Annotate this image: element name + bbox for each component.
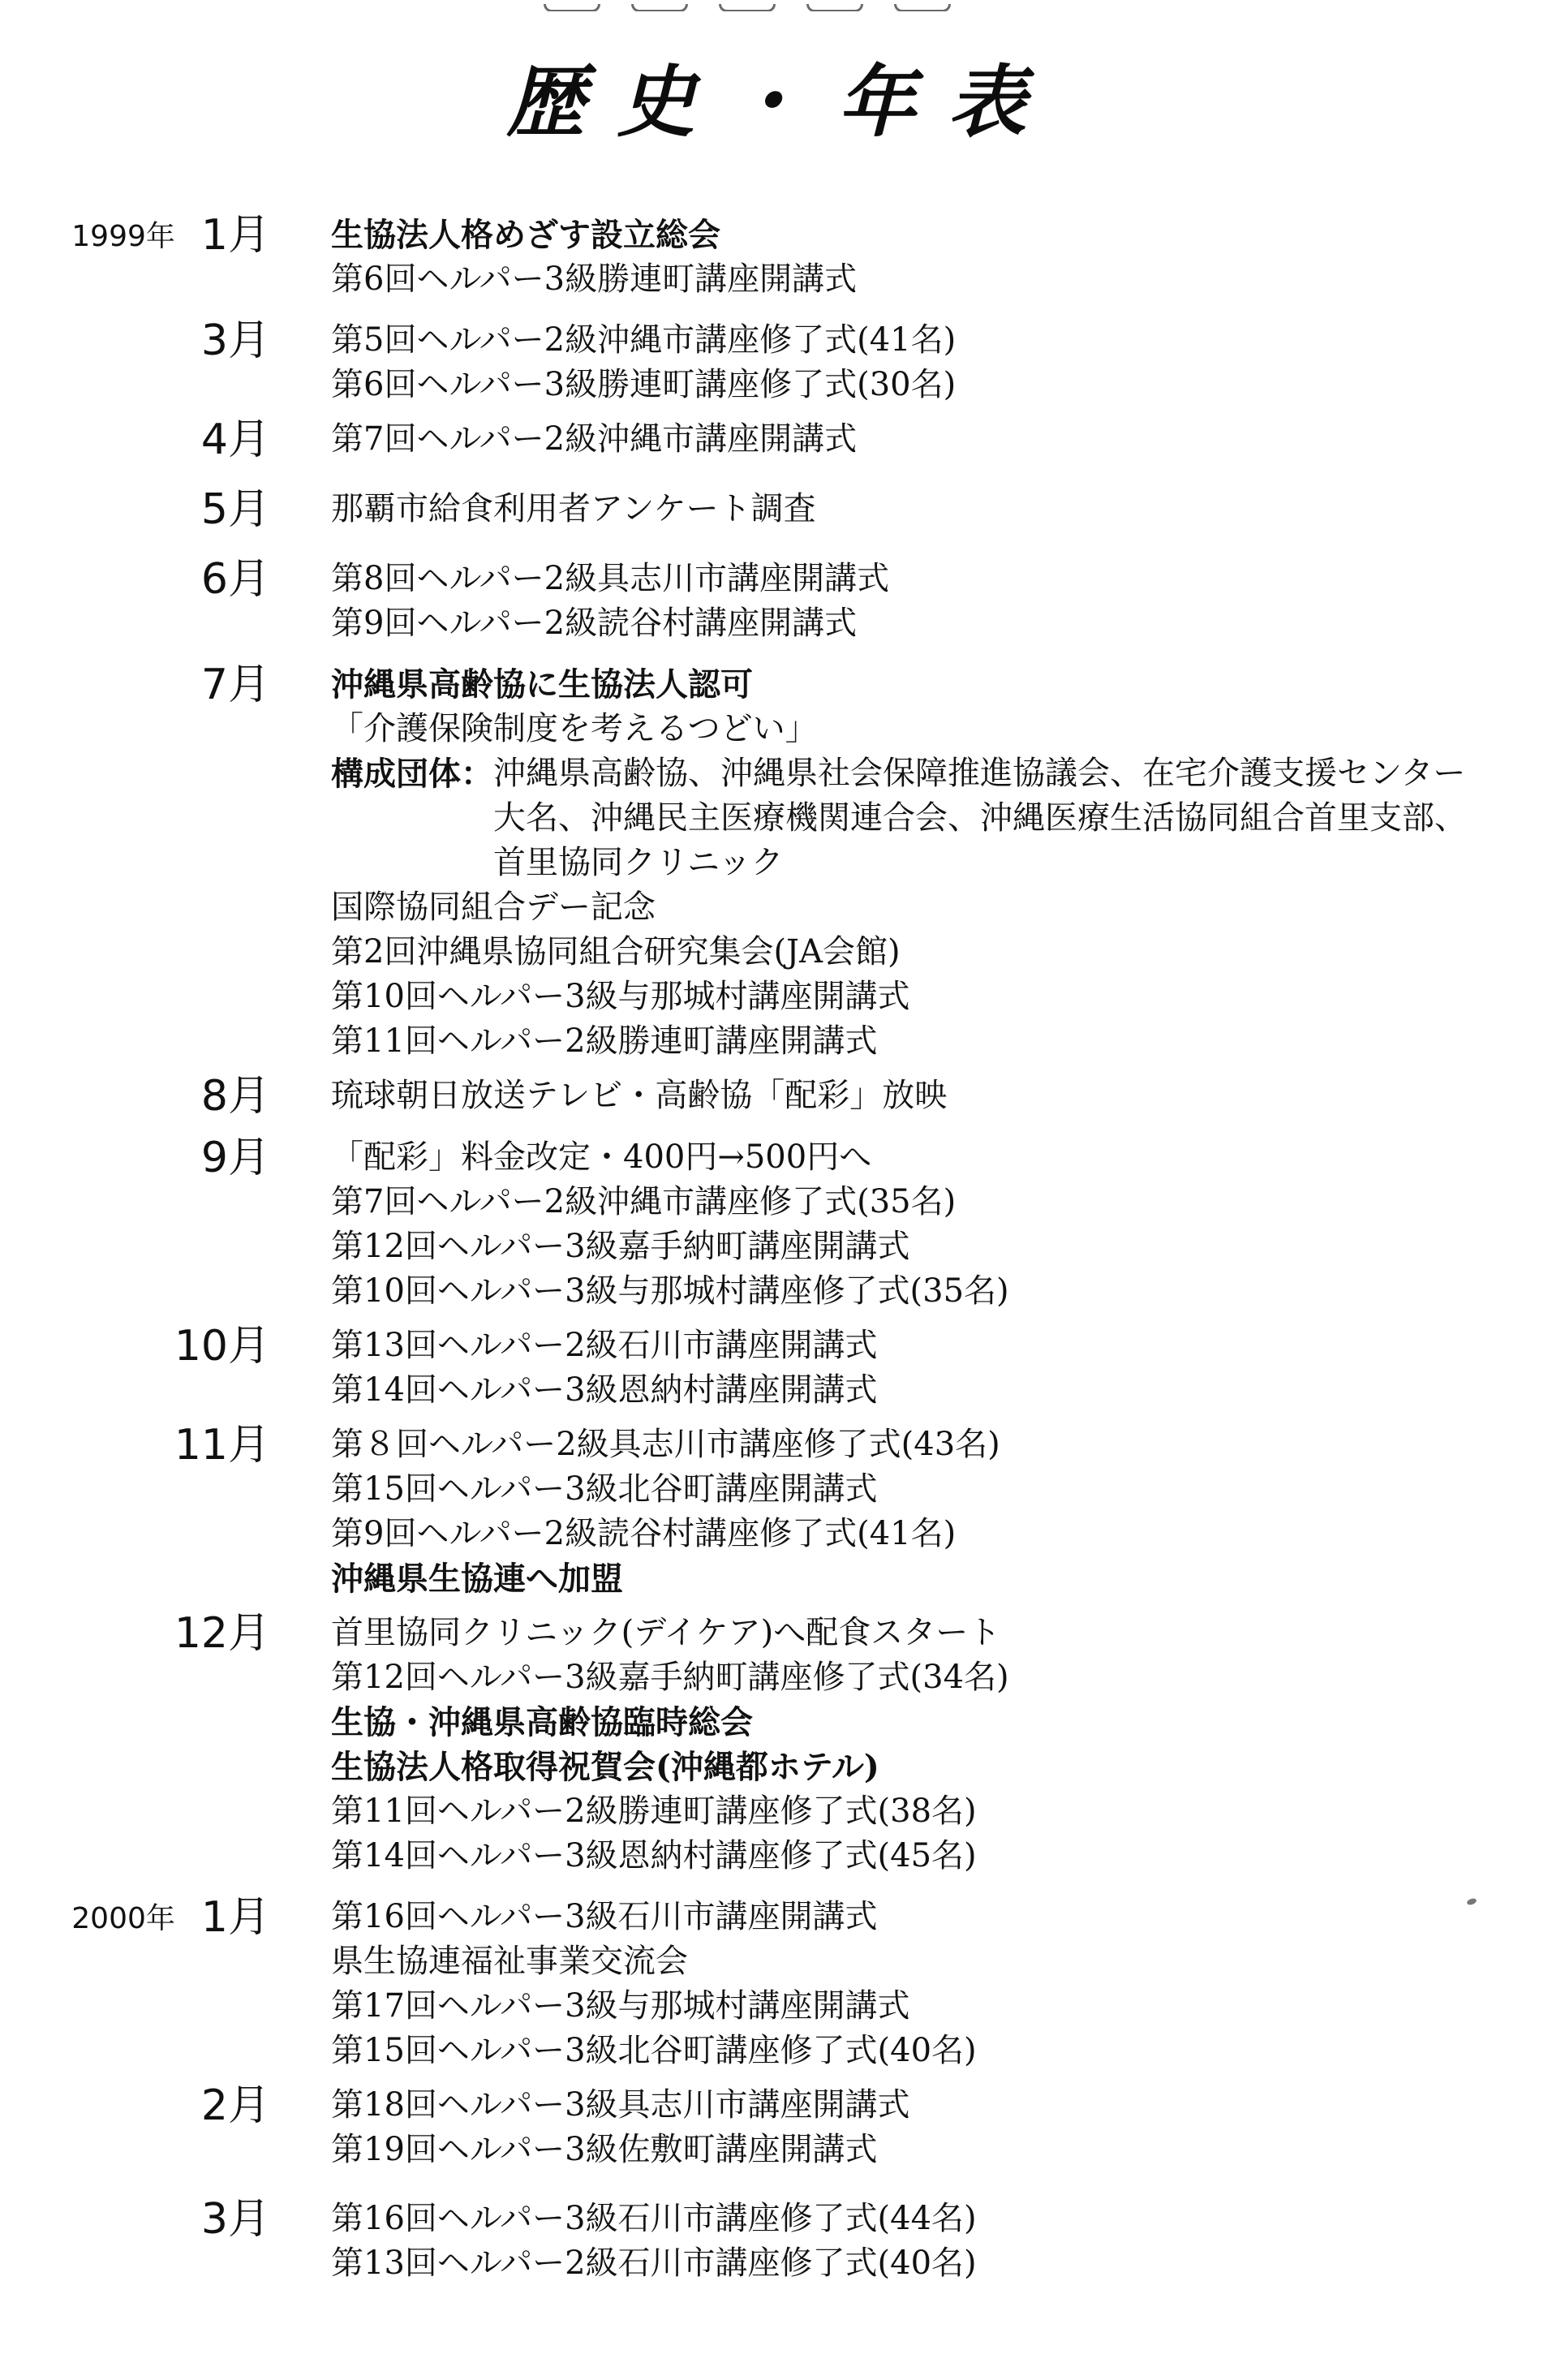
month-label: 12月 [174, 1609, 270, 1658]
event-item: 那覇市給食利用者アンケート調査 [331, 490, 816, 527]
member-organizations [331, 751, 1565, 885]
event-item-highlight: 生協・沖縄県高齢協臨時総会 [331, 1703, 753, 1741]
event-item: 第12回ヘルパー3級嘉手納町講座開講式 [331, 1228, 910, 1265]
event-item: 第16回ヘルパー3級石川市講座修了式(44名) [331, 2200, 977, 2237]
event-item-highlight: 沖縄県生協連へ加盟 [331, 1560, 623, 1598]
month-label: 8月 [200, 1072, 270, 1121]
event-item: 第19回ヘルパー3級佐敷町講座開講式 [331, 2131, 878, 2168]
event-item: 琉球朝日放送テレビ・高齢協「配彩」放映 [331, 1077, 948, 1114]
month-label: 11月 [174, 1421, 270, 1470]
timeline-month-block [0, 2083, 1565, 2172]
event-item: 第6回ヘルパー3級勝連町講座開講式 [331, 260, 858, 298]
events-list [331, 1135, 1565, 1314]
event-item: 第2回沖縄県協同組合研究集会(JA会館) [331, 933, 901, 971]
event-item: 「配彩」料金改定・400円→500円へ [331, 1138, 872, 1176]
events-list [331, 2197, 1565, 2286]
timeline-month-block [0, 1422, 1565, 1601]
timeline-month-block [0, 1895, 1565, 2073]
year-label: 1999年 [71, 220, 175, 253]
events-list [331, 417, 1565, 462]
date-column [0, 2083, 331, 2128]
events-list [331, 1611, 1565, 1879]
member-organizations-line: 大名、沖縄民主医療機関連合会、沖縄医療生活協同組合首里支部、 [493, 799, 1467, 837]
event-item-highlight: 生協法人格めざす設立総会 [331, 216, 720, 254]
events-list [331, 318, 1565, 407]
event-item: 第13回ヘルパー2級石川市講座修了式(40名) [331, 2244, 977, 2282]
timeline-month-block [0, 1611, 1565, 1879]
cropped-header-decoration [544, 0, 1047, 11]
date-column [0, 662, 331, 708]
event-item: 第11回ヘルパー2級勝連町講座開講式 [331, 1022, 878, 1060]
event-item: 第11回ヘルパー2級勝連町講座修了式(38名) [331, 1793, 977, 1830]
timeline-month-block [0, 662, 1565, 1064]
page-title: 歴史・年表 [506, 56, 1059, 148]
event-item: 第13回ヘルパー2級石川市講座開講式 [331, 1327, 878, 1364]
event-item: 第7回ヘルパー2級沖縄市講座開講式 [331, 420, 858, 458]
date-column [0, 1422, 331, 1468]
month-label: 1月 [200, 1893, 270, 1942]
events-list [331, 1895, 1565, 2073]
events-list [331, 1323, 1565, 1413]
event-item: 第15回ヘルパー3級北谷町講座開講式 [331, 1470, 878, 1508]
date-column [0, 213, 331, 258]
month-label: 5月 [200, 485, 270, 534]
date-column [0, 318, 331, 364]
event-item-highlight: 沖縄県高齢協に生協法人認可 [331, 665, 753, 704]
timeline-month-block [0, 1074, 1565, 1119]
event-item: 第17回ヘルパー3級与那城村講座開講式 [331, 1987, 910, 2025]
member-organizations-label: 構成団体： [331, 755, 493, 793]
event-item: 第9回ヘルパー2級読谷村講座修了式(41名) [331, 1515, 957, 1552]
events-list [331, 1074, 1565, 1118]
event-item: 県生協連福祉事業交流会 [331, 1943, 688, 1980]
date-column [0, 1135, 331, 1181]
event-item: 第10回ヘルパー3級与那城村講座修了式(35名) [331, 1272, 1009, 1310]
events-list [331, 1422, 1565, 1601]
event-item: 第7回ヘルパー2級沖縄市講座修了式(35名) [331, 1183, 957, 1220]
event-item: 第12回ヘルパー3級嘉手納町講座修了式(34名) [331, 1659, 1009, 1696]
timeline-month-block [0, 487, 1565, 532]
timeline-month-block [0, 557, 1565, 646]
events-list [331, 2083, 1565, 2172]
timeline-month-block [0, 2197, 1565, 2286]
events-list [331, 557, 1565, 646]
event-item: 第5回ヘルパー2級沖縄市講座修了式(41名) [331, 321, 957, 359]
event-item: 第8回ヘルパー2級具志川市講座開講式 [331, 560, 890, 597]
event-item-highlight: 生協法人格取得祝賀会(沖縄都ホテル) [331, 1748, 879, 1786]
date-column [0, 1611, 331, 1656]
event-item: 首里協同クリニック(デイケア)へ配食スタート [331, 1614, 1001, 1651]
timeline-month-block [0, 417, 1565, 463]
date-column [0, 557, 331, 602]
month-label: 3月 [200, 2195, 270, 2244]
timeline-month-block [0, 1323, 1565, 1413]
event-item: 第14回ヘルパー3級恩納村講座開講式 [331, 1371, 878, 1409]
member-organizations-list [493, 751, 1467, 885]
year-label: 2000年 [71, 1902, 175, 1935]
date-column [0, 2197, 331, 2242]
month-label: 1月 [200, 211, 270, 260]
date-column [0, 1323, 331, 1369]
event-item: 第18回ヘルパー3級具志川市講座開講式 [331, 2086, 910, 2124]
event-item: 第８回ヘルパー2級具志川市講座修了式(43名) [331, 1426, 1000, 1463]
month-label: 7月 [200, 661, 270, 709]
month-label: 3月 [200, 316, 270, 365]
month-label: 6月 [200, 555, 270, 604]
month-label: 2月 [200, 2081, 270, 2130]
month-label: 4月 [200, 415, 270, 464]
member-organizations-line: 首里協同クリニック [493, 844, 784, 881]
event-item: 国際協同組合デー記念 [331, 889, 656, 926]
member-organizations-line: 沖縄県高齢協、沖縄県社会保障推進協議会、在宅介護支援センター [493, 755, 1466, 792]
date-column [0, 1074, 331, 1119]
timeline-month-block [0, 1135, 1565, 1314]
event-item: 第9回ヘルパー2級読谷村講座開講式 [331, 605, 858, 642]
timeline-month-block [0, 213, 1565, 302]
timeline-month-block [0, 318, 1565, 407]
month-label: 9月 [200, 1134, 270, 1182]
event-item: 第6回ヘルパー3級勝連町講座修了式(30名) [331, 366, 957, 403]
event-item: 第10回ヘルパー3級与那城村講座開講式 [331, 978, 910, 1015]
event-item: 第15回ヘルパー3級北谷町講座修了式(40名) [331, 2032, 977, 2069]
date-column [0, 1895, 331, 1940]
events-list [331, 662, 1565, 1064]
timeline [0, 213, 1565, 2296]
event-item: 「介護保険制度を考えるつどい」 [331, 710, 818, 747]
month-label: 10月 [174, 1322, 270, 1371]
event-item: 第14回ヘルパー3級恩納村講座修了式(45名) [331, 1837, 977, 1874]
date-column [0, 487, 331, 532]
event-item: 第16回ヘルパー3級石川市講座開講式 [331, 1898, 878, 1935]
date-column [0, 417, 331, 463]
events-list [331, 213, 1565, 302]
events-list [331, 487, 1565, 532]
